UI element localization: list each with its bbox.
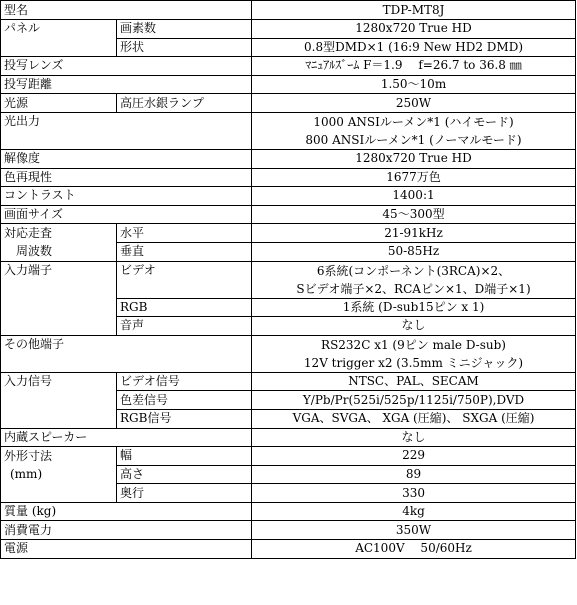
- label-depth: 奥行: [117, 484, 252, 503]
- value-resolution: 1280x720 True HD: [252, 149, 576, 168]
- value-output: [252, 112, 576, 149]
- table-row: [1, 428, 576, 447]
- value-other-2: 12V trigger x2 (3.5mm ミニジャック): [303, 355, 524, 370]
- table-row: [1, 94, 576, 113]
- value-other: [252, 335, 576, 372]
- value-vertical: 50-85Hz: [252, 242, 576, 261]
- label-output: 光出力: [1, 112, 252, 149]
- label-colors: 色再現性: [1, 168, 252, 187]
- value-video-input-2: Sビデオ端子×2、RCAピン×1、D端子×1): [296, 281, 531, 296]
- label-model: 型名: [1, 1, 252, 20]
- label-power-consumption: 消費電力: [1, 521, 252, 540]
- value-output-normal: 800 ANSIルーメン*1 (ノーマルモード): [305, 132, 522, 147]
- label-weight: 質量 (kg): [1, 502, 252, 521]
- label-component: 色差信号: [117, 391, 252, 410]
- value-rgb-input: 1系統 (D-sub15ピン x 1): [252, 298, 576, 317]
- table-row: [1, 149, 576, 168]
- label-power-source: 電源: [1, 540, 252, 559]
- table-row: [1, 521, 576, 540]
- label-dimensions-2: (mm): [10, 467, 43, 482]
- table-row: [1, 75, 576, 94]
- label-pixels: 画素数: [117, 20, 252, 39]
- value-horizontal: 21-91kHz: [252, 224, 576, 243]
- label-signal: 入力信号: [1, 372, 117, 428]
- label-panel: パネル: [1, 20, 117, 57]
- value-speaker: なし: [252, 428, 576, 447]
- label-lens: 投写レンズ: [1, 57, 252, 76]
- value-distance: 1.50～10m: [252, 75, 576, 94]
- label-screen: 画面サイズ: [1, 205, 252, 224]
- value-rgb-signal: VGA、SVGA、 XGA (圧縮)、 SXGA (圧縮): [252, 409, 576, 428]
- label-vertical: 垂直: [117, 242, 252, 261]
- value-video-input-1: 6系統(コンポーネント(3RCA)×2、: [316, 263, 511, 278]
- label-dimensions: [1, 447, 117, 503]
- table-row: [1, 261, 576, 298]
- value-audio: なし: [252, 317, 576, 336]
- value-video-signal: NTSC、PAL、SECAM: [252, 372, 576, 391]
- label-dimensions-1: 外形寸法: [4, 449, 53, 464]
- table-row: [1, 112, 576, 149]
- label-horizontal: 水平: [117, 224, 252, 243]
- value-width: 229: [252, 447, 576, 466]
- value-screen: 45～300型: [252, 205, 576, 224]
- value-weight: 4kg: [252, 502, 576, 521]
- label-height: 高さ: [117, 465, 252, 484]
- value-shape: 0.8型DMD×1 (16:9 New HD2 DMD): [252, 38, 576, 57]
- label-scan-2: 周波数: [16, 244, 53, 259]
- label-shape: 形状: [117, 38, 252, 57]
- table-row: [1, 447, 576, 466]
- label-light: 光源: [1, 94, 117, 113]
- label-resolution: 解像度: [1, 149, 252, 168]
- value-component: Y/Pb/Pr(525i/525p/1125i/750P),DVD: [252, 391, 576, 410]
- label-lamp: 高圧水銀ランプ: [117, 94, 252, 113]
- value-lens: ﾏﾆｭｱﾙｽﾞｰﾑ F＝1.9 f=26.7 to 36.8 ㎜: [252, 57, 576, 76]
- label-width: 幅: [117, 447, 252, 466]
- value-pixels: 1280x720 True HD: [252, 20, 576, 39]
- label-distance: 投写距離: [1, 75, 252, 94]
- label-input: 入力端子: [1, 261, 117, 335]
- value-power-source: AC100V 50/60Hz: [252, 540, 576, 559]
- label-other: その他端子: [1, 335, 252, 372]
- table-row: [1, 57, 576, 76]
- label-speaker: 内蔵スピーカー: [1, 428, 252, 447]
- table-row: [1, 502, 576, 521]
- table-row: [1, 372, 576, 391]
- table-row: [1, 168, 576, 187]
- label-video-signal: ビデオ信号: [117, 372, 252, 391]
- value-video-input: [252, 261, 576, 298]
- value-contrast: 1400:1: [252, 187, 576, 206]
- value-power-consumption: 350W: [252, 521, 576, 540]
- label-rgb-input: RGB: [117, 298, 252, 317]
- label-audio: 音声: [117, 317, 252, 336]
- label-scan-1: 対応走査: [4, 226, 53, 241]
- label-scan: [1, 224, 117, 261]
- value-model: TDP-MT8J: [252, 1, 576, 20]
- table-row: [1, 187, 576, 206]
- table-row: [1, 224, 576, 243]
- value-colors: 1677万色: [252, 168, 576, 187]
- label-rgb-signal: RGB信号: [117, 409, 252, 428]
- label-video-input: ビデオ: [117, 261, 252, 298]
- label-contrast: コントラスト: [1, 187, 252, 206]
- table-row: [1, 1, 576, 20]
- value-other-1: RS232C x1 (9ピン male D-sub): [321, 337, 506, 352]
- value-depth: 330: [252, 484, 576, 503]
- table-row: [1, 205, 576, 224]
- value-output-high: 1000 ANSIルーメン*1 (ハイモード): [313, 114, 514, 129]
- table-row: [1, 540, 576, 559]
- table-row: [1, 335, 576, 372]
- table-row: [1, 20, 576, 39]
- value-light: 250W: [252, 94, 576, 113]
- value-height: 89: [252, 465, 576, 484]
